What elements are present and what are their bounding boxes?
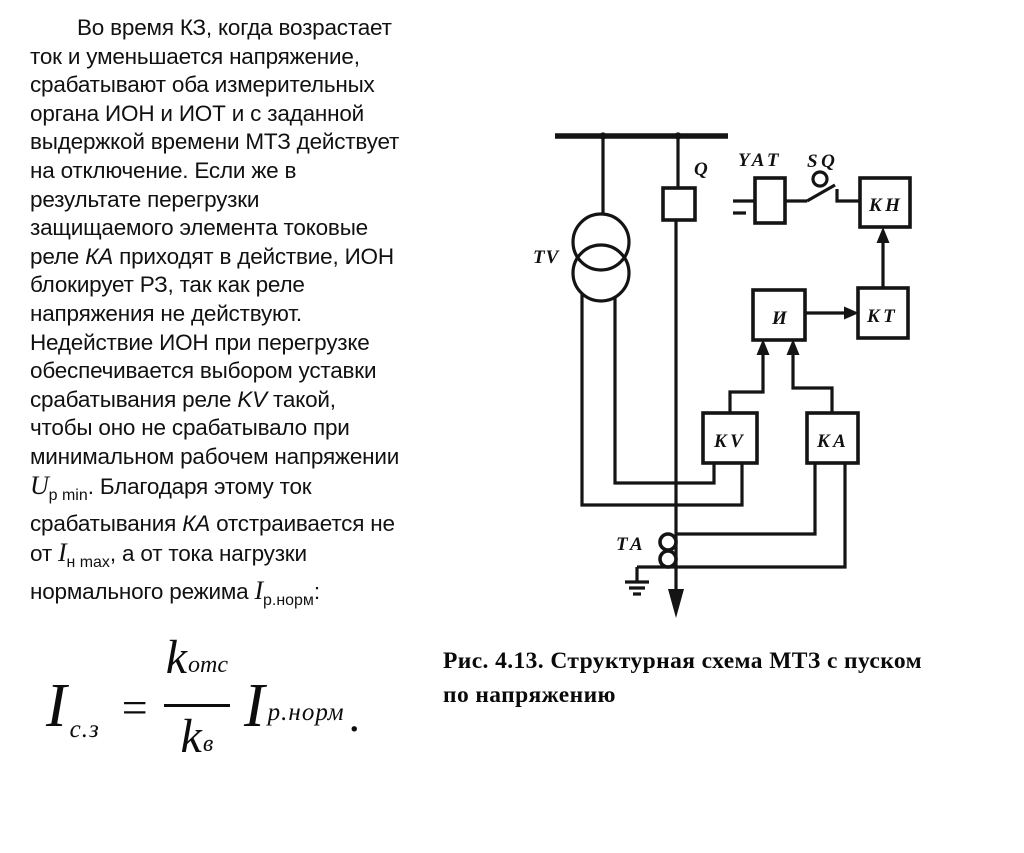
text-segment: такой, (267, 386, 336, 412)
numerator-sub: отс (188, 652, 229, 678)
figure-caption (443, 644, 1018, 712)
text-segment: I (57, 537, 67, 567)
formula-period: . (348, 689, 361, 741)
text-segment: Во время КЗ, когда возрастает (77, 15, 392, 40)
text-segment: срабатывания реле (30, 386, 238, 412)
text-line (30, 300, 470, 329)
text-segment: KV (237, 386, 267, 412)
tv-to-kv-wire-a (615, 296, 714, 483)
kt-to-kh-arrowhead (877, 227, 890, 243)
text-line (443, 678, 1018, 712)
text-line (30, 214, 470, 243)
text-segment: р.норм (263, 592, 314, 610)
text-line (30, 14, 470, 43)
formula-denominator (179, 707, 216, 777)
sq-contact-circle (813, 172, 827, 186)
rhs-sub: р.норм (267, 698, 345, 726)
ta-label: TA (616, 534, 647, 555)
kv-label: KV (714, 431, 747, 452)
yat-coil-box (755, 178, 785, 223)
text-segment: срабатывания (30, 511, 183, 537)
q-label: Q (694, 159, 709, 180)
ta-to-ka-wire-a (676, 463, 815, 534)
text-segment: минимальном рабочем напряжении (30, 443, 400, 469)
text-line (30, 414, 470, 443)
feeder-arrowhead (668, 589, 684, 618)
text-line (30, 386, 470, 415)
kv-to-and-wire (730, 354, 763, 413)
ground-icon (625, 582, 649, 594)
text-segment: срабатывают оба измерительных (30, 72, 375, 98)
text-line (30, 539, 470, 578)
text-segment: КА (182, 511, 211, 537)
text-segment: I (254, 576, 264, 606)
text-line (30, 510, 470, 539)
denominator-base: k (180, 710, 202, 763)
kt-label: KT (867, 306, 899, 327)
text-line (30, 128, 470, 157)
text-line (30, 100, 470, 129)
kh-label: KH (869, 195, 904, 216)
formula-fraction (164, 631, 230, 777)
text-line (30, 472, 470, 511)
tv-label: TV (533, 247, 560, 268)
figure-diagram (530, 115, 940, 635)
text-segment: защищаемого элемента токовые (30, 215, 368, 241)
yat-label: YAT (738, 150, 782, 171)
tv-winding-circle (573, 245, 629, 301)
text-segment: приходят в действие, ИОН (113, 243, 394, 269)
formula-lhs-sub: с.з (69, 715, 100, 743)
sq-label: SQ (807, 151, 839, 172)
text-segment: реле (30, 243, 86, 269)
text-line (30, 71, 470, 100)
text-line (30, 157, 470, 186)
formula-numerator (164, 631, 230, 704)
body-text (30, 14, 470, 616)
ta-winding-circle (660, 534, 676, 550)
text-segment: по напряжению (443, 682, 616, 708)
tv-winding-circle (573, 214, 629, 270)
text-segment: , а от тока нагрузки (109, 540, 307, 566)
text-segment: нормального режима (30, 579, 255, 605)
text-segment: выдержкой времени МТЗ действует (30, 129, 400, 155)
text-segment: напряжения не действуют. (30, 300, 302, 326)
text-line (30, 43, 470, 72)
text-segment: органа ИОН и ИОТ и с заданной (30, 100, 365, 126)
text-segment: U (30, 470, 49, 500)
ka-label: KA (817, 431, 850, 452)
text-segment: Недействие ИОН при перегрузке (30, 329, 370, 355)
text-segment: результате перегрузки (30, 186, 260, 212)
formula-rhs (244, 671, 361, 741)
and-label: И (772, 308, 788, 329)
text-segment: Рис. 4.13. Структурная схема МТЗ с пуском (443, 648, 922, 674)
text-line (30, 577, 470, 616)
text-line (30, 443, 470, 472)
text-segment: . Благодаря этому ток (87, 473, 312, 499)
text-segment: от (30, 540, 58, 566)
formula-lhs-base: I (46, 671, 67, 740)
text-segment: на отключение. Если же в (30, 157, 297, 183)
text-segment: : (313, 579, 320, 605)
text-segment: отстраивается не (210, 511, 395, 537)
text-segment: чтобы оно не срабатывало при (30, 415, 350, 441)
text-line (30, 243, 470, 272)
tv-to-kv-wire-b (582, 293, 742, 505)
text-line (443, 644, 1018, 678)
text-segment: н max (66, 553, 110, 571)
text-line (30, 357, 470, 386)
text-segment: обеспечивается выбором уставки (30, 358, 377, 384)
text-segment: КА (85, 243, 114, 269)
yat-terminal-dashes (733, 201, 755, 213)
rhs-base: I (244, 671, 265, 740)
numerator-base: k (165, 631, 188, 684)
text-segment: блокирует РЗ, так как реле (30, 272, 305, 298)
text-segment: р min (48, 486, 88, 504)
denominator-sub: в (202, 731, 214, 757)
text-line (30, 271, 470, 300)
text-segment: ток и уменьшается напряжение, (30, 43, 360, 69)
sq-to-kh-wire (837, 189, 860, 201)
text-line (30, 329, 470, 358)
formula (46, 631, 361, 777)
formula-equals: = (121, 682, 148, 733)
ta-winding-circle (660, 551, 676, 567)
q-breaker-box (663, 188, 695, 220)
ka-to-and-wire (793, 354, 832, 413)
text-line (30, 186, 470, 215)
